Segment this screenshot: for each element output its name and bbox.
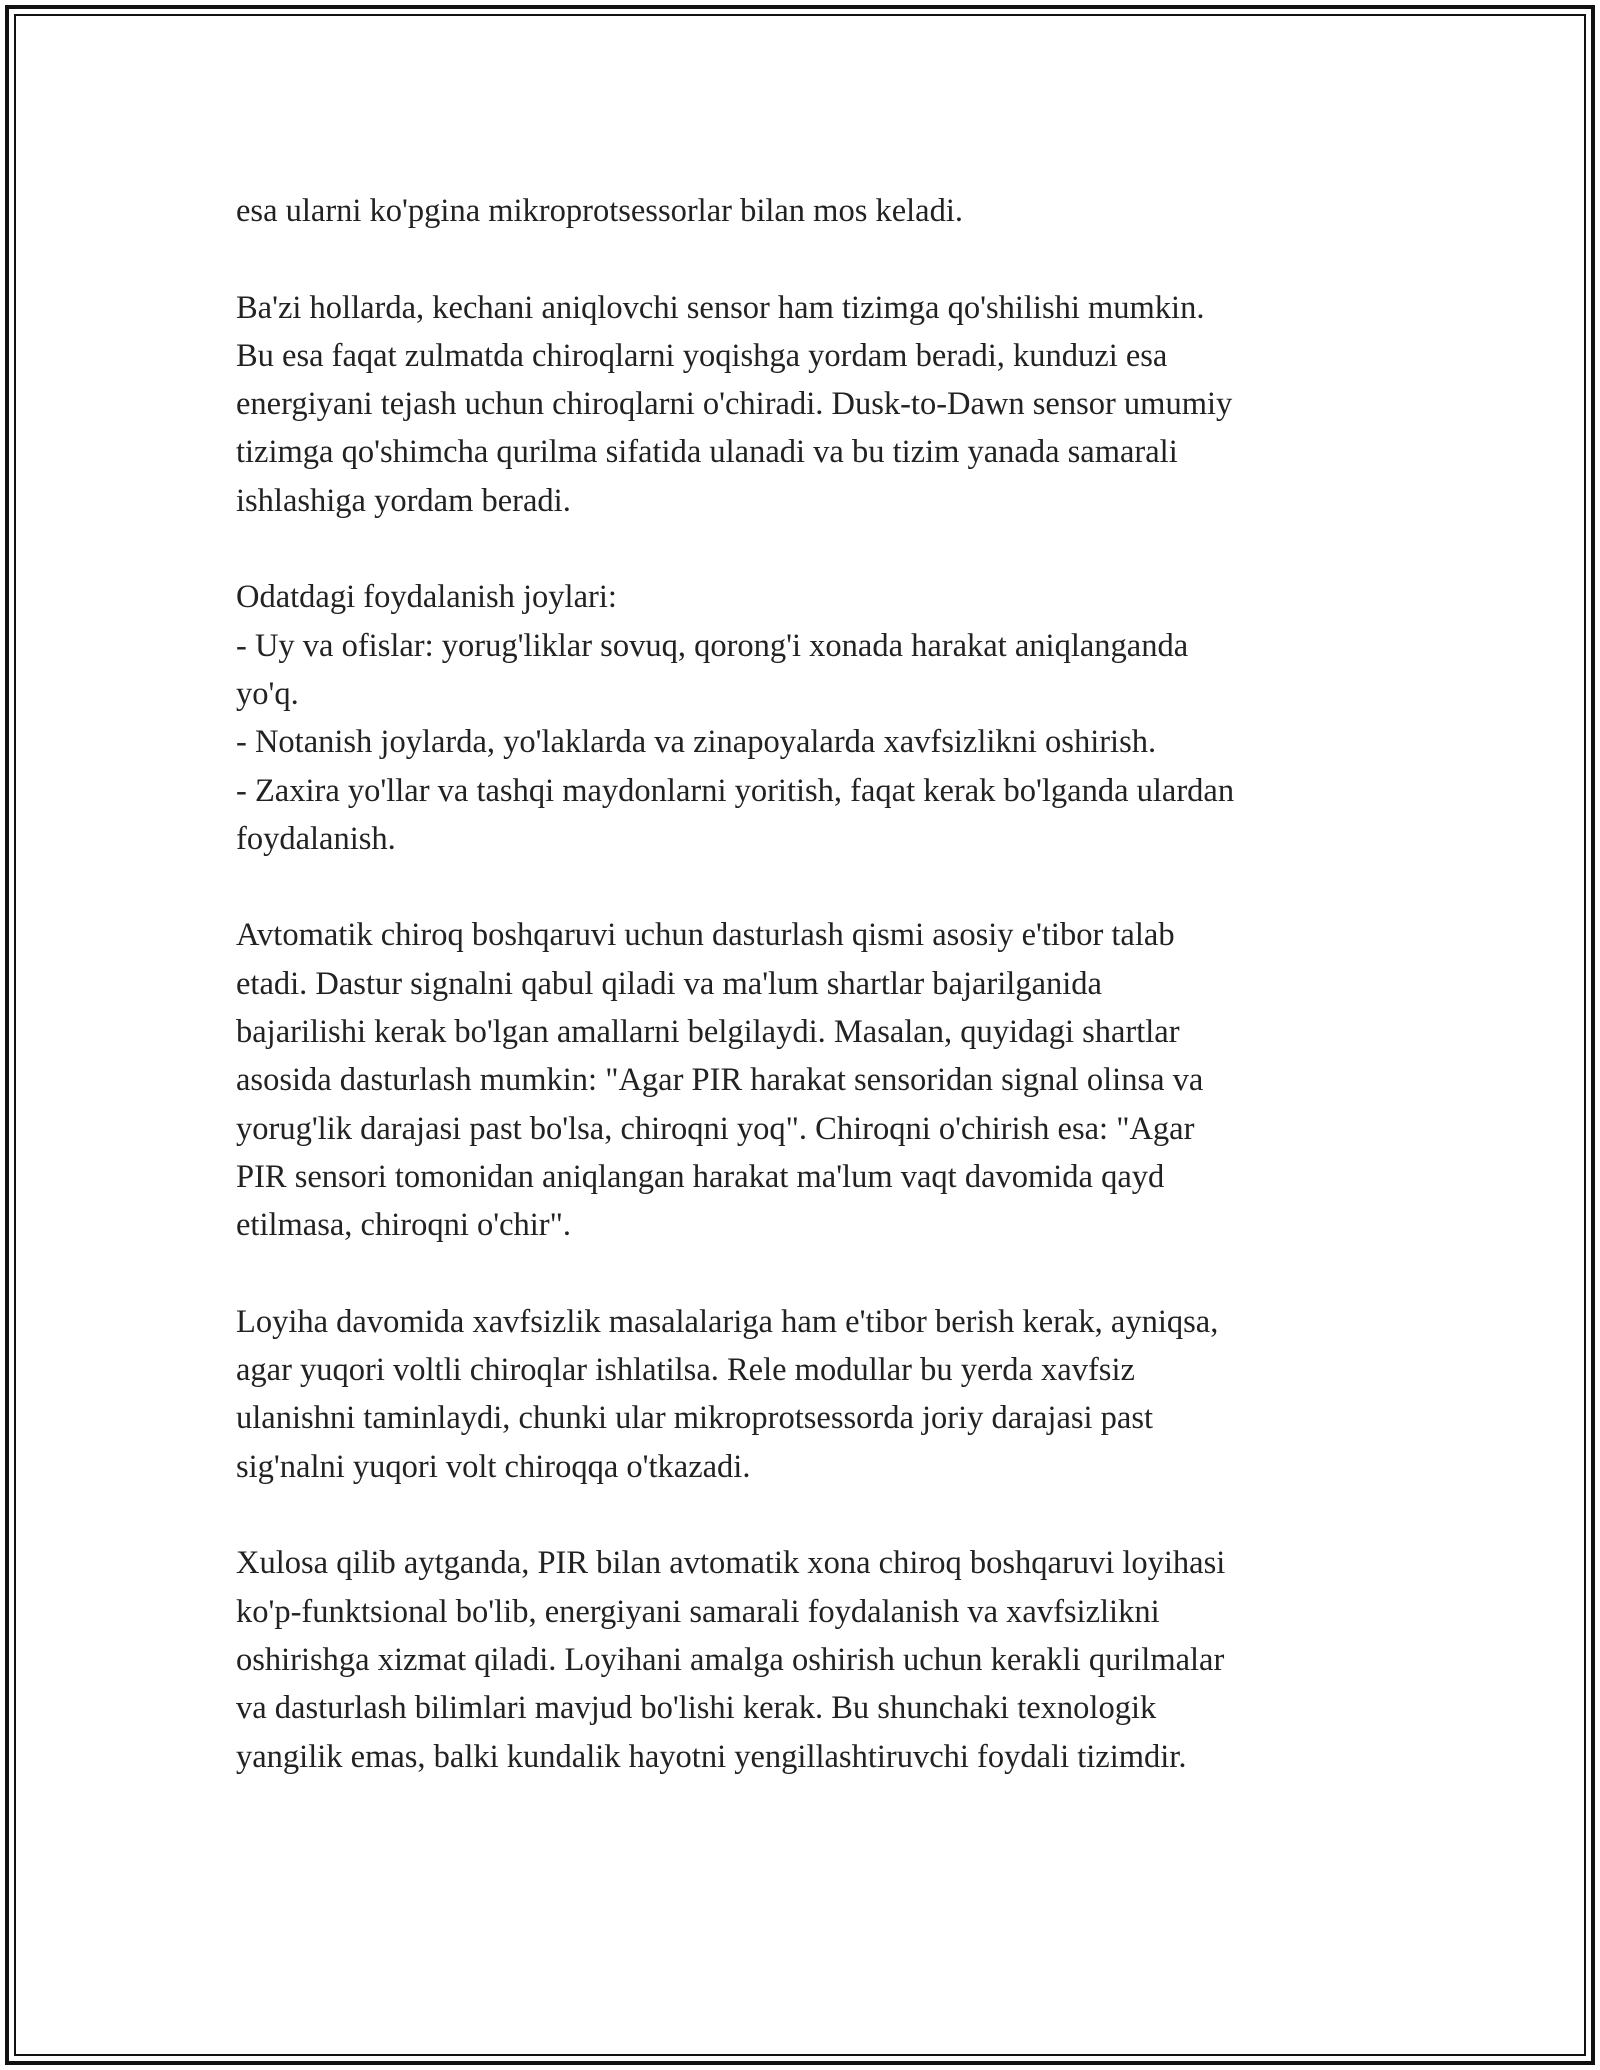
paragraph-5: [236, 1298, 1376, 1491]
text-line: va dasturlash bilimlari mavjud bo'lishi kerak. Bu shunchaki texnologik: [236, 1690, 1157, 1727]
text-line: Bu esa faqat zulmatda chiroqlarni yoqishga yordam beradi, kunduzi esa: [236, 337, 1168, 374]
text-line: sig'nalni yuqori volt chiroqqa o'tkazadi.: [236, 1448, 751, 1485]
paragraph-3: [236, 573, 1376, 863]
text-line: bajarilishi kerak bo'lgan amallarni belgilaydi. Masalan, quyidagi shartlar: [236, 1014, 1180, 1051]
text-line: agar yuqori voltli chiroqlar ishlatilsa. Rele modullar bu yerda xavfsiz: [236, 1352, 1135, 1389]
text-line: etadi. Dastur signalni qabul qiladi va ma'lum shartlar bajarilganida: [236, 965, 1102, 1002]
paragraph-4: [236, 911, 1376, 1249]
text-line: Loyiha davomida xavfsizlik masalalariga ham e'tibor berish kerak, ayniqsa,: [236, 1303, 1219, 1340]
text-line: oshirishga xizmat qiladi. Loyihani amalga oshirish uchun kerakli qurilmalar: [236, 1641, 1225, 1678]
text-line: ishlashiga yordam beradi.: [236, 482, 571, 519]
text-line: PIR sensori tomonidan aniqlangan harakat ma'lum vaqt davomida qayd: [236, 1158, 1165, 1195]
paragraph-1: [236, 187, 1376, 235]
list-item: - Uy va ofislar: yorug'liklar sovuq, qorong'i xonada harakat aniqlanganda: [236, 627, 1189, 664]
paragraph-6: [236, 1539, 1376, 1780]
paragraph-2: [236, 284, 1376, 525]
text-line: energiyani tejash uchun chiroqlarni o'chiradi. Dusk-to-Dawn sensor umumiy: [236, 386, 1233, 423]
text-line: Odatdagi foydalanish joylari:: [236, 579, 617, 616]
text-line: esa ularni ko'pgina mikroprotsessorlar bilan mos keladi.: [236, 193, 964, 229]
text-line: ulanishni taminlaydi, chunki ular mikroprotsessorda joriy darajasi past: [236, 1400, 1154, 1437]
text-line: tizimga qo'shimcha qurilma sifatida ulanadi va bu tizim yanada samarali: [236, 434, 1178, 471]
text-line: Ba'zi hollarda, kechani aniqlovchi sensor ham tizimga qo'shilishi mumkin.: [236, 289, 1205, 326]
text-line: yorug'lik darajasi past bo'lsa, chiroqni yoq". Chiroqni o'chirish esa: "Agar: [236, 1110, 1195, 1147]
text-line: yangilik emas, balki kundalik hayotni yengillashtiruvchi foydali tizimdir.: [236, 1738, 1187, 1775]
text-line: etilmasa, chiroqni o'chir".: [236, 1207, 571, 1244]
list-item: - Zaxira yo'llar va tashqi maydonlarni yoritish, faqat kerak bo'lganda ulardan: [236, 772, 1235, 809]
text-line: ko'p-funktsional bo'lib, energiyani samarali foydalanish va xavfsizlikni: [236, 1593, 1160, 1630]
text-line: Xulosa qilib aytganda, PIR bilan avtomatik xona chiroq boshqaruvi loyihasi: [236, 1545, 1226, 1582]
text-line: yo'q.: [236, 675, 299, 712]
text-line: Avtomatik chiroq boshqaruvi uchun dasturlash qismi asosiy e'tibor talab: [236, 917, 1175, 954]
list-item: - Notanish joylarda, yo'laklarda va zinapoyalarda xavfsizlikni oshirish.: [236, 724, 1157, 761]
text-line: foydalanish.: [236, 820, 396, 857]
text-line: asosida dasturlash mumkin: "Agar PIR harakat sensoridan signal olinsa va: [236, 1062, 1204, 1099]
document-body: [236, 187, 1376, 1829]
